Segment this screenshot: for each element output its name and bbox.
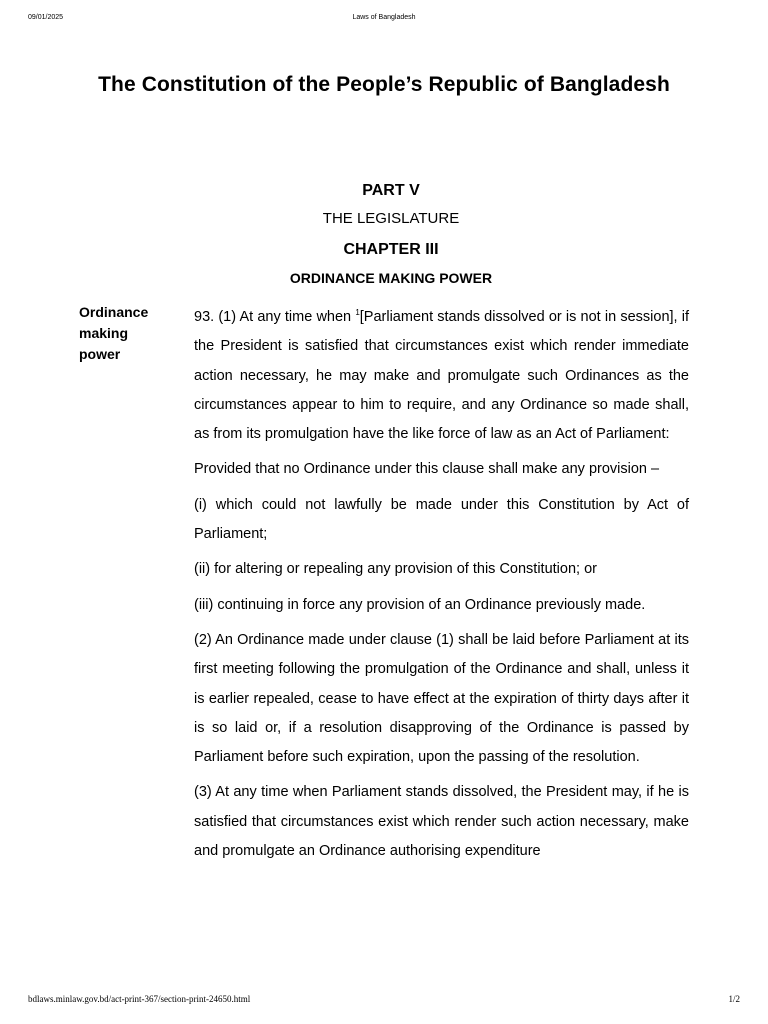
proviso-item-ii: (ii) for altering or repealing any provision of this Constitution; or (194, 561, 597, 578)
print-url[interactable]: bdlaws.minlaw.gov.bd/act-print-367/section-print-24650.html (28, 994, 251, 1004)
document-title: The Constitution of the People’s Republic of Bangladesh (98, 73, 670, 96)
part-heading: PART V (362, 182, 420, 199)
marginal-note (79, 302, 174, 365)
marginal-note-line: Ordinance (79, 304, 149, 320)
clause-1-rest: [Parliament stands dissolved or is not in session], if the President is satisfied that circumstances exist which render immediate action necessary, he may make and promulgate such Ordinances as the circumstances appear to him to require, and any Ordinance so made shall, as from its promulgation have the like force of law as an Act of Parliament: (194, 309, 690, 443)
proviso-item-i: (i) which could not lawfully be made under this Constitution by Act of Parliament; (194, 496, 689, 543)
chapter-heading: CHAPTER III (343, 241, 439, 258)
print-footer (28, 994, 740, 1008)
proviso-item-iii: (iii) continuing in force any provision of an Ordinance previously made. (194, 596, 646, 613)
part-title: THE LEGISLATURE (322, 210, 460, 227)
clause-2: (2) An Ordinance made under clause (1) shall be laid before Parliament at its first meeting following the promulgation of the Ordinance and shall, unless it is earlier repealed, cease to have effect at the expiration of thirty days after it is so laid or, if a resolution disapproving of the Ordinance is passed by Parliament before such expiration, upon the passing of the resolution. (194, 631, 689, 766)
clause-3: (3) At any time when Parliament stands dissolved, the President may, if he is satisfied that circumstances exist which render such action necessary, make and promulgate an Ordinance authorising expenditure (194, 784, 689, 860)
print-header (28, 14, 740, 26)
footnote-marker[interactable]: 1 (355, 308, 360, 317)
clause-1-start: 93. (1) At any time when (194, 309, 356, 325)
section-body (194, 303, 689, 872)
marginal-note-line: making (79, 325, 129, 341)
print-date: 09/01/2025 (28, 14, 64, 21)
marginal-note-line: power (79, 346, 121, 362)
page-number: 1/2 (728, 994, 740, 1004)
chapter-title: ORDINANCE MAKING POWER (289, 270, 493, 286)
clause-1 (194, 303, 689, 449)
print-site-title: Laws of Bangladesh (352, 14, 416, 21)
proviso: Provided that no Ordinance under this clause shall make any provision – (194, 461, 660, 478)
